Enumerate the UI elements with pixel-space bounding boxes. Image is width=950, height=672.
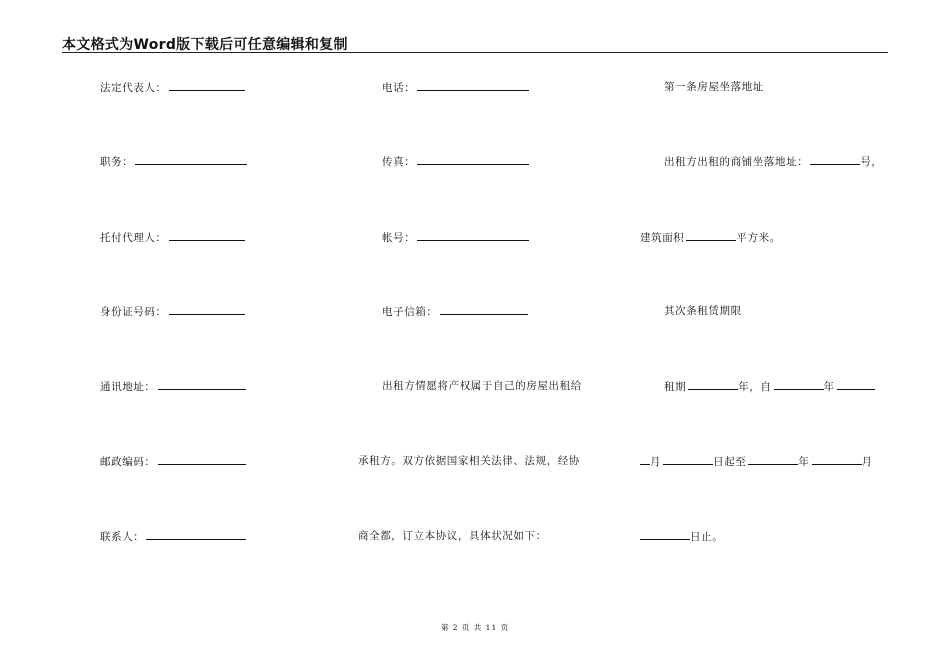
blank-line[interactable] [146,529,246,540]
email-field [382,304,528,319]
year-label: 年， [738,381,761,393]
article-1-title: 第一条房屋坐落地址 [664,81,764,93]
document-header-title: 本文格式为Word版下载后可任意编辑和复制 [62,37,348,53]
field-label: 帐号： [382,232,416,244]
field-label: 电子信箱： [382,306,438,318]
blank-line[interactable] [417,80,529,91]
area-prefix: 建筑面积 [640,232,685,244]
article-2-title: 其次条租赁期限 [664,305,742,317]
fax-field [382,154,529,169]
contact-person-field [100,529,246,544]
page-number-footer: 第 2 页 共 11 页 [440,623,510,632]
from-label: 自 [760,381,772,393]
blank-line[interactable] [640,529,690,540]
area-suffix: 平方米。 [736,232,781,244]
end-label: 日止。 [690,531,724,543]
day-from-label: 日起至 [713,456,747,468]
blank-line[interactable] [158,454,246,465]
blank-line[interactable] [748,454,798,465]
year-label: 年 [798,456,810,468]
field-label: 法定代表人： [100,82,167,94]
address-suffix: 号， [860,156,883,168]
agreement-paragraph-line-1: 出租方情愿将产权属于自己的房屋出租给 [382,380,582,392]
year-label: 年 [823,381,835,393]
field-label: 通讯地址： [100,381,156,393]
blank-line[interactable] [810,154,860,165]
blank-line[interactable] [169,304,245,315]
lease-term-line-1 [664,379,875,394]
blank-line[interactable] [135,154,247,165]
term-prefix: 租期 [664,381,687,393]
blank-line[interactable] [812,454,862,465]
lease-term-line-2 [640,454,873,469]
header-divider [62,52,888,53]
field-label: 身份证号码： [100,306,167,318]
field-label: 邮政编码： [100,456,156,468]
id-number-field [100,304,245,319]
blank-line[interactable] [417,230,529,241]
phone-field [382,80,529,95]
agreement-paragraph-line-3: 商全都，订立本协议，具体状况如下： [358,530,547,542]
field-label: 职务： [100,156,134,168]
agent-field [100,230,245,245]
shop-address-line [664,154,883,169]
floor-area-line [640,230,781,245]
blank-line[interactable] [169,80,245,91]
blank-line[interactable] [169,230,245,241]
blank-line[interactable] [774,379,824,390]
agreement-paragraph-line-2: 承租方。双方依据国家相关法律、法规，经协 [358,455,580,467]
field-label: 传真： [382,156,416,168]
blank-line[interactable] [640,454,650,465]
account-field [382,230,529,245]
address-prefix: 出租方出租的商铺坐落地址： [664,156,809,168]
blank-line[interactable] [686,230,736,241]
blank-line[interactable] [663,454,713,465]
month-label: 月 [650,456,662,468]
blank-line[interactable] [837,379,875,390]
month-label: 月 [861,456,873,468]
legal-representative-field [100,80,245,95]
field-label: 联系人： [100,531,145,543]
postal-code-field [100,454,246,469]
lease-term-line-3 [640,529,723,544]
field-label: 电话： [382,82,416,94]
mailing-address-field [100,379,246,394]
blank-line[interactable] [688,379,738,390]
position-field [100,154,247,169]
field-label: 托付代理人： [100,232,167,244]
blank-line[interactable] [158,379,246,390]
blank-line[interactable] [440,304,528,315]
blank-line[interactable] [417,154,529,165]
